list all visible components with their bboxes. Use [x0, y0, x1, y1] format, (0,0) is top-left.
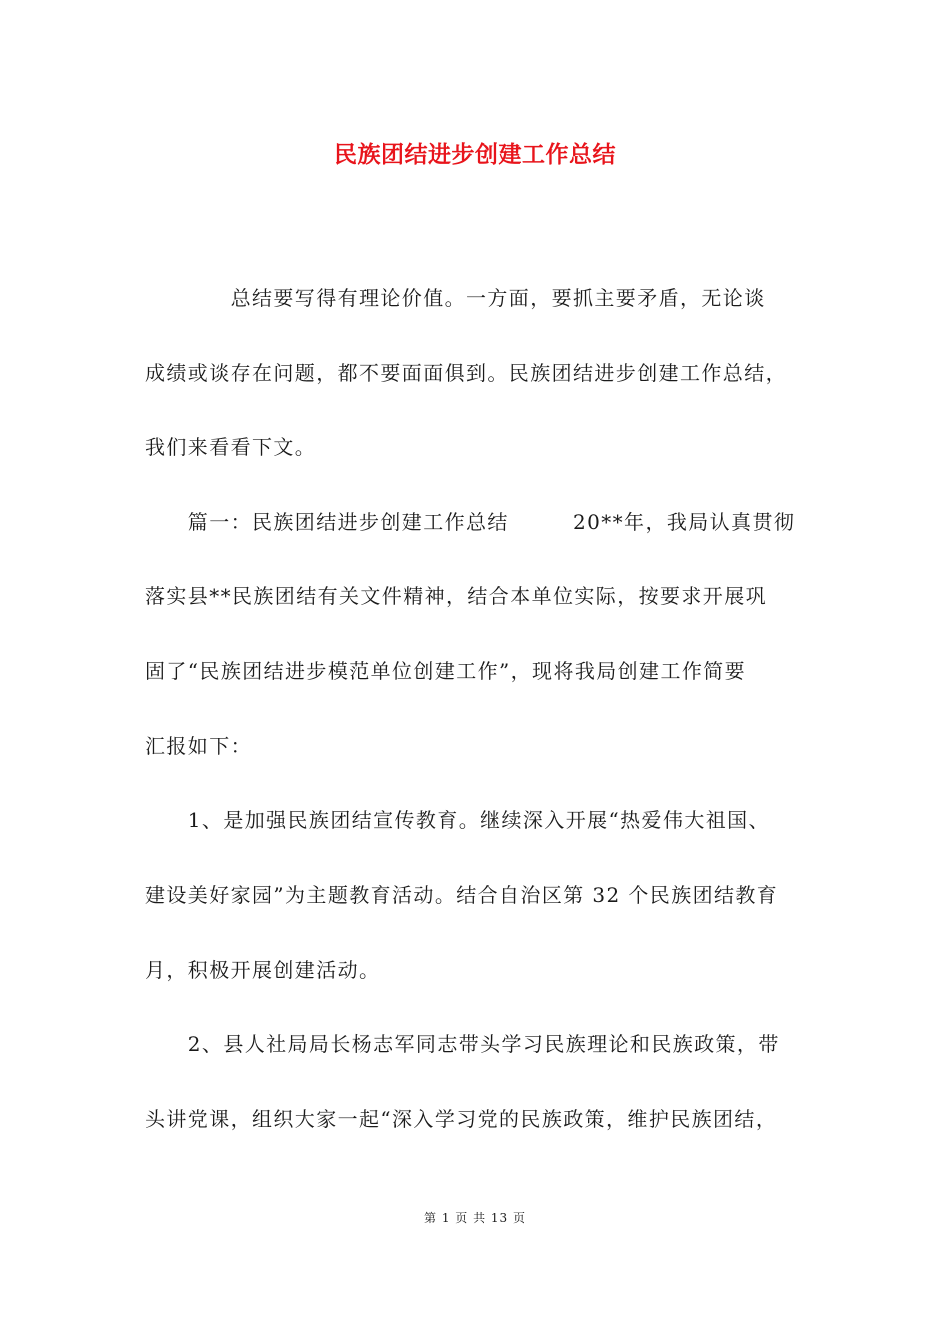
body-line: 我们来看看下文。 — [145, 435, 317, 459]
body-line: 落实县**民族团结有关文件精神，结合本单位实际，按要求开展巩 — [145, 584, 767, 608]
body-line: 成绩或谈存在问题，都不要面面俱到。民族团结进步创建工作总结， — [145, 361, 787, 385]
body-line: 总结要写得有理论价值。一方面，要抓主要矛盾，无论谈 — [145, 286, 766, 310]
body-line: 建设美好家园”为主题教育活动。结合自治区第 32 个民族团结教育 — [145, 883, 779, 907]
body-line: 汇报如下： — [145, 734, 252, 758]
body-line: 篇一：民族团结进步创建工作总结 20**年，我局认真贯彻 — [145, 510, 796, 534]
body-line: 月，积极开展创建活动。 — [145, 958, 381, 982]
document-title: 民族团结进步创建工作总结 — [334, 141, 616, 168]
body-line: 固了“民族团结进步模范单位创建工作”，现将我局创建工作简要 — [145, 659, 747, 683]
body-line: 头讲党课，组织大家一起“深入学习党的民族政策，维护民族团结， — [145, 1107, 778, 1131]
body-line: 1、是加强民族团结宣传教育。继续深入开展“热爱伟大祖国、 — [145, 808, 770, 832]
body-line: 2、县人社局局长杨志军同志带头学习民族理论和民族政策，带 — [145, 1032, 780, 1056]
page-number-footer: 第 1 页 共 13 页 — [424, 1211, 526, 1225]
